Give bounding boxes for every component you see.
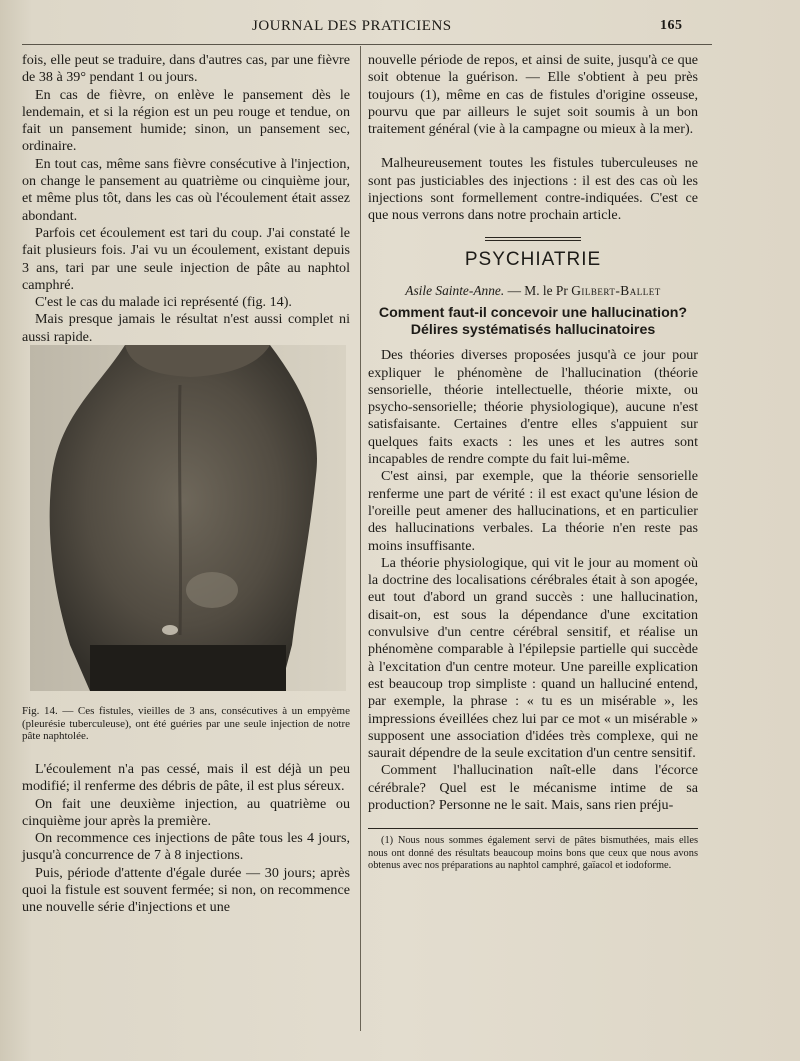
paragraph: C'est le cas du malade ici représenté (fig. 14).	[35, 294, 292, 311]
byline-prefix: — M. le Pr	[507, 282, 568, 298]
footnote	[368, 835, 698, 873]
column-divider	[360, 46, 361, 1031]
page-number: 165	[660, 18, 683, 33]
paragraph: Malheureusement toutes les fistules tuberculeuses ne sont pas justiciables des injections : il est des cas où les injections sont formellement contre-indiquées. C'est ce que nous verrons dans notre prochain article.	[368, 155, 698, 224]
section-separator	[485, 240, 581, 241]
patient-back-image	[30, 345, 346, 691]
paragraph: On recommence ces injections de pâte tous les 4 jours, jusqu'à concurrence de 7 à 8 injections.	[22, 830, 350, 864]
paragraph: Parfois cet écoulement est tari du coup. J'ai constaté le fait plusieurs fois. J'ai vu un écoulement, existant depuis 3 ans, tari par une seule injection de pâte au naphtol camphré.	[22, 224, 350, 293]
footnote-rule	[368, 828, 698, 829]
paragraph: Des théories diverses proposées jusqu'à ce jour pour expliquer le phénomène de l'hallucination (théorie sensorielle, théorie intellectuelle, théorie mixte, ou psycho-sensorielle; théorie physiologique), aucune n'est satisfaisante. Certaines d'entre elles s'appuient sur quelques faits exacts : les unes et les autres sont incapables de rendre compte du fait lui-même.	[368, 347, 698, 468]
paragraph: En tout cas, même sans fièvre consécutive à l'injection, on change le pansement au quatrième ou cinquième jour, et même plus tôt, dans les cas où l'écoulement était assez abondant.	[22, 155, 350, 224]
figure-14-photo	[30, 345, 346, 691]
page-header	[0, 16, 800, 40]
article-title-line: Comment faut-il concevoir une hallucination?	[378, 305, 688, 322]
paragraph: Puis, période d'attente d'égale durée — 30 jours; après quoi la fistule est souvent fermée; si non, on recommence une nouvelle série d'injections et une	[22, 864, 350, 916]
paragraph: C'est ainsi, par exemple, que la théorie sensorielle renferme une part de vérité : il est exact qu'une lésion de l'oreille peut amener des hallucinations, et en particulier des hallucinations verbales. La théorie n'en reste pas moins insuffisante.	[368, 468, 698, 554]
article-title-line: Délires systématisés hallucinatoires	[410, 322, 656, 339]
journal-title: JOURNAL DES PRATICIENS	[252, 18, 452, 34]
paragraph: L'écoulement n'a pas cessé, mais il est déjà un peu modifié; il renferme des débris de pâte, il est plus séreux.	[22, 761, 350, 795]
paragraph: fois, elle peut se traduire, dans d'autres cas, par une fièvre de 38 à 39° pendant 1 ou jours.	[22, 52, 350, 86]
section-title: PSYCHIATRIE	[464, 248, 602, 270]
figure-caption: Fig. 14. — Ces fistules, vieilles de 3 ans, consécutives à un empyème (pleurésie tuberculeuse), ont été guéries par une seule injection de notre pâte naphtolée.	[22, 705, 350, 742]
left-column-top	[22, 52, 350, 346]
paragraph: Comment l'hallucination naît-elle dans l'écorce cérébrale? Quel est le mécanisme intime de sa production? Personne ne le sait. Mais, sans rien préju-	[368, 762, 698, 813]
paragraph: nouvelle période de repos, et ainsi de suite, jusqu'à ce que soit obtenue la guérison. — Elle s'obtient à peu près toujours (1), même en cas de fistules d'origine osseuse, pourvu que par ailleurs le sujet soit soumis à un bon traitement général (vie à la campagne ou mieux à la mer).	[368, 52, 698, 138]
footnote-text: (1) Nous nous sommes également servi de pâtes bismuthées, mais elles nous ont donné des résultats beaucoup moins bons que ceux que nous avons obtenus avec nos préparations au naphtol camphré, gaïacol et iodoforme.	[368, 835, 698, 872]
paragraph: En cas de fièvre, on enlève le pansement dès le lendemain, et si la région est un peu rouge et tendue, on fait un pansement humide; sinon, un pansement sec, ordinaire.	[22, 86, 350, 155]
article-byline	[368, 282, 698, 299]
byline-author: Gilbert-Ballet	[571, 282, 661, 298]
article-title	[368, 305, 698, 339]
section-separator	[485, 237, 581, 238]
paragraph: La théorie physiologique, qui vit le jour au moment où la doctrine des localisations cérébrales était à son apogée, eut tout d'abord un grand succès : une hallucination, disait-on, est sous la dépendance d'une excitation convulsive d'un centre cérébral sensitif, et réalise un phénomène comparable à l'épilepsie partielle qui succède à l'excitation d'un centre moteur. Une pareille explication est beaucoup trop simpliste : quand un halluciné entend, par exemple, la phrase : « tu es un misérable », les impressions éveillées chez lui par ce mot « un misérable » supposent une association d'idées très complexe, qui ne saurait dépendre de la seule excitation d'un centre sensitif.	[368, 554, 698, 762]
right-column	[368, 52, 698, 873]
header-rule	[22, 44, 712, 45]
byline-place: Asile Sainte-Anne.	[405, 282, 505, 298]
paragraph: Mais presque jamais le résultat n'est aussi complet ni aussi rapide.	[22, 311, 350, 345]
left-column-bottom	[22, 761, 350, 917]
paragraph: On fait une deuxième injection, au quatrième ou cinquième jour après la première.	[22, 795, 350, 829]
